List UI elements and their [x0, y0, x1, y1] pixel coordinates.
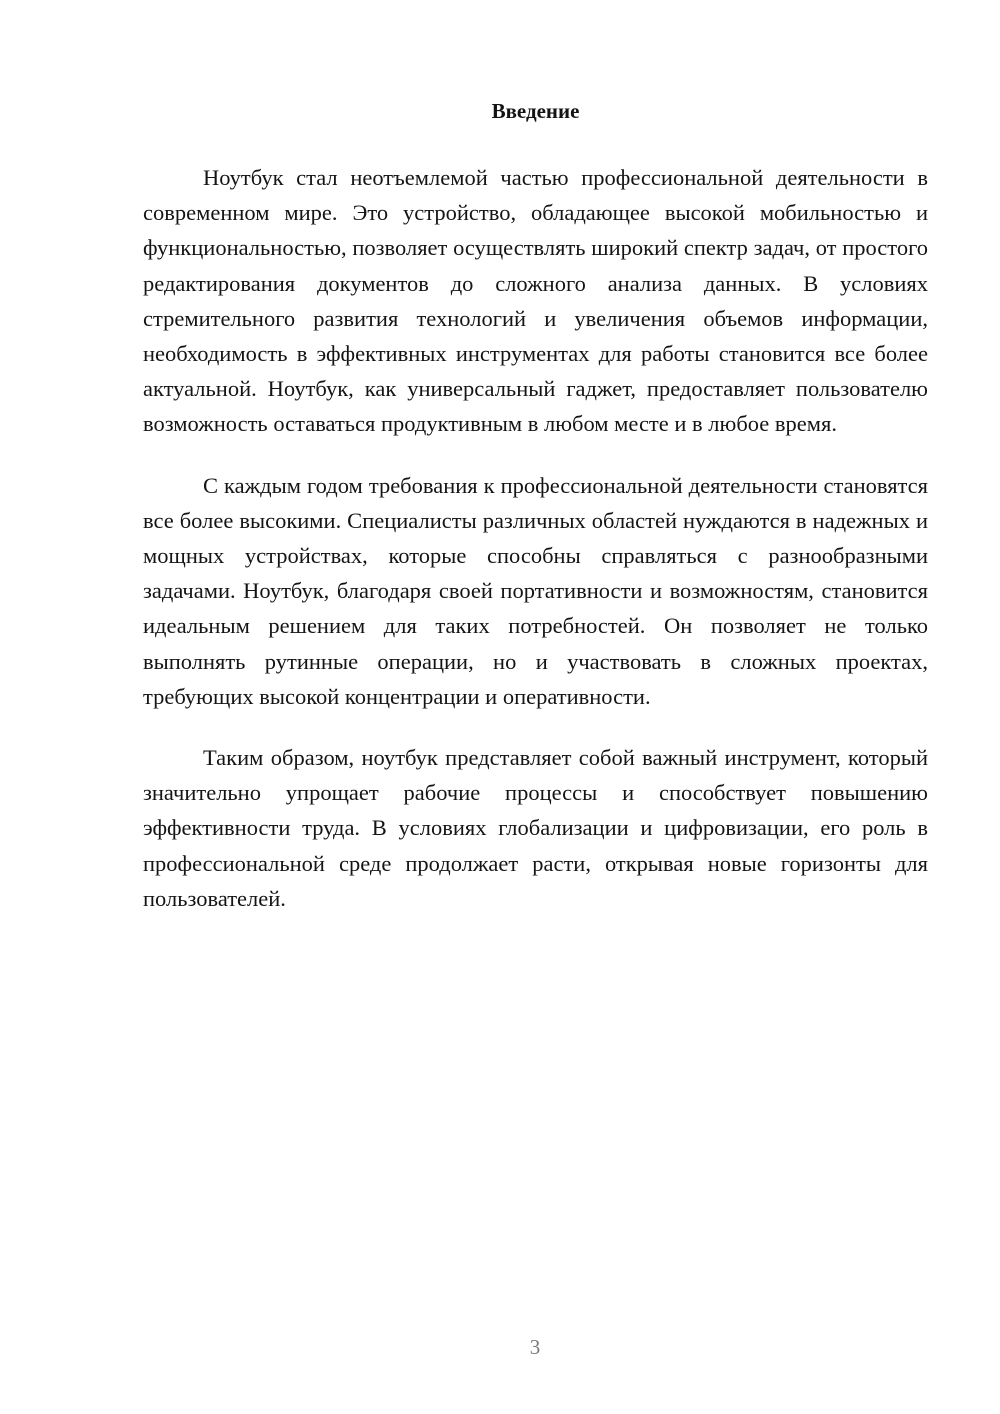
page-content — [143, 96, 928, 916]
paragraph-3: Таким образом, ноутбук представляет собой важный инструмент, который значительно упрощает рабочие процессы и способствует повышению эффективности труда. В условиях глобализации и цифровизации, его роль в профессиональной среде продолжает расти, открывая новые горизонты для пользователей. — [143, 745, 928, 911]
paragraph-2: С каждым годом требования к профессиональной деятельности становятся все более высокими. Специалисты различных областей нуждаются в надежных и мощных устройствах, которые способны справляться с разнообразными задачами. Ноутбук, благодаря своей портативности и возможностям, становится идеальным решением для таких потребностей. Он позволяет не только выполнять рутинные операции, но и участвовать в сложных проектах, требующих высокой концентрации и оперативности. — [143, 472, 928, 709]
section-title: Введение — [491, 99, 580, 123]
paragraph-1: Ноутбук стал неотъемлемой частью профессиональной деятельности в современном мире. Это устройство, обладающее высокой мобильностью и функциональностью, позволяет осуществлять широкий спектр задач, от простого редактирования документов до сложного анализа данных. В условиях стремительного развития технологий и увеличения объемов информации, необходимость в эффективных инструментах для работы становится все более актуальной. Ноутбук, как универсальный гаджет, предоставляет пользователю возможность оставаться продуктивным в любом месте и в любое время. — [143, 165, 928, 437]
page-number: 3 — [529, 1335, 541, 1359]
